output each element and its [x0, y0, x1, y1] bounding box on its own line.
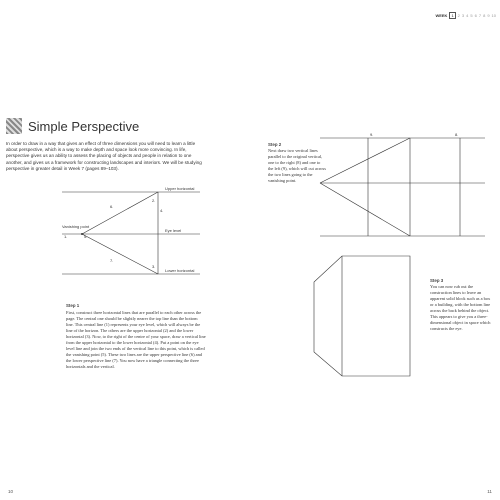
left-page-number: 10 [8, 489, 14, 494]
step1-label: Step 1 [66, 303, 80, 308]
week-item: 8 [483, 13, 486, 18]
week-item: 10 [491, 13, 496, 18]
step3-diagram [300, 252, 420, 382]
week-current: 1 [451, 13, 454, 18]
lower-perspective-line [82, 234, 158, 274]
week-item: 2 [457, 13, 460, 18]
step3-label: Step 3 [430, 278, 444, 283]
right-page-number: 11 [487, 489, 492, 494]
svg-text:5.: 5. [84, 234, 88, 239]
eye-level-label: Eye level [165, 228, 182, 233]
intro-paragraph: In order to draw in a way that gives an effect of three dimensions you will need to learn a little about perspective, which is a way to make depth and space look more convincing. In life, perspective gives us an ability to assess the placing of objects and people in relation to one another, and gives us a framework for constructing landscapes and interiors. We will be studying perspective in greater detail in Week 7 (pages 89–103). [6, 141, 202, 171]
week-item: 5 [470, 13, 473, 18]
week-item: 3 [461, 13, 465, 18]
step1-text: First, construct three horizontal lines that are parallel to each other across the page. The central one should be slightly nearer the top line than the bottom line. This central line (1) represents your eye level, which will always be the line of the horizon. The others are the upper horizontal (2) and the lower horizontal (3). Now, to the right of the centre of your space, draw a vertical line from the upper horizontal to the lower horizontal (4). Put a point on the eye level line and join the two ends of the vertical line to this point, which is called the vanishing point (5). These two lines are the upper perspective line (6) and the lower perspective line (7). You now have a triangle connecting the three horizontals and the vertical. [66, 310, 206, 369]
title-row [6, 118, 139, 134]
step1-diagram [0, 182, 250, 294]
step3-text: You can now rub out the construction lines to leave an apparent solid block such as a box or a building, with the bottom line across the back behind the object. This appears to give you a three-dimensional object in space which constructs the eye. [430, 284, 491, 331]
svg-text:4.: 4. [160, 208, 164, 213]
hatch-icon [6, 118, 22, 134]
week-item: 4 [466, 13, 469, 18]
step2-diagram [300, 128, 496, 240]
step2-text: Next draw two vertical lines parallel to the original vertical, one to the right (8) and one to the left (9), which will cut across the two lines going to the vanishing point. [268, 148, 326, 183]
week-item: 7 [478, 13, 482, 18]
page-title: Simple Perspective [28, 118, 140, 134]
svg-text:1.: 1. [64, 234, 68, 239]
upper-perspective-line [82, 192, 158, 234]
vanishing-point-label: Vanishing point [62, 224, 90, 229]
svg-text:9.: 9. [370, 132, 374, 137]
svg-text:3.: 3. [152, 264, 156, 269]
svg-text:6.: 6. [110, 204, 114, 209]
svg-text:7.: 7. [110, 258, 114, 263]
solid-block-outline [314, 256, 410, 376]
vanishing-point-dot [81, 233, 83, 235]
lower-horizontal-label: Lower horizontal [165, 268, 195, 273]
upper-horizontal-label: Upper horizontal [165, 186, 195, 191]
svg-text:8.: 8. [455, 132, 459, 137]
week-item: 6 [474, 13, 477, 18]
step2-label: Step 2 [268, 142, 282, 147]
week-item: 9 [487, 13, 490, 18]
week-label: WEEK [435, 13, 448, 18]
week-navigation [435, 12, 496, 19]
svg-text:2.: 2. [152, 198, 156, 203]
